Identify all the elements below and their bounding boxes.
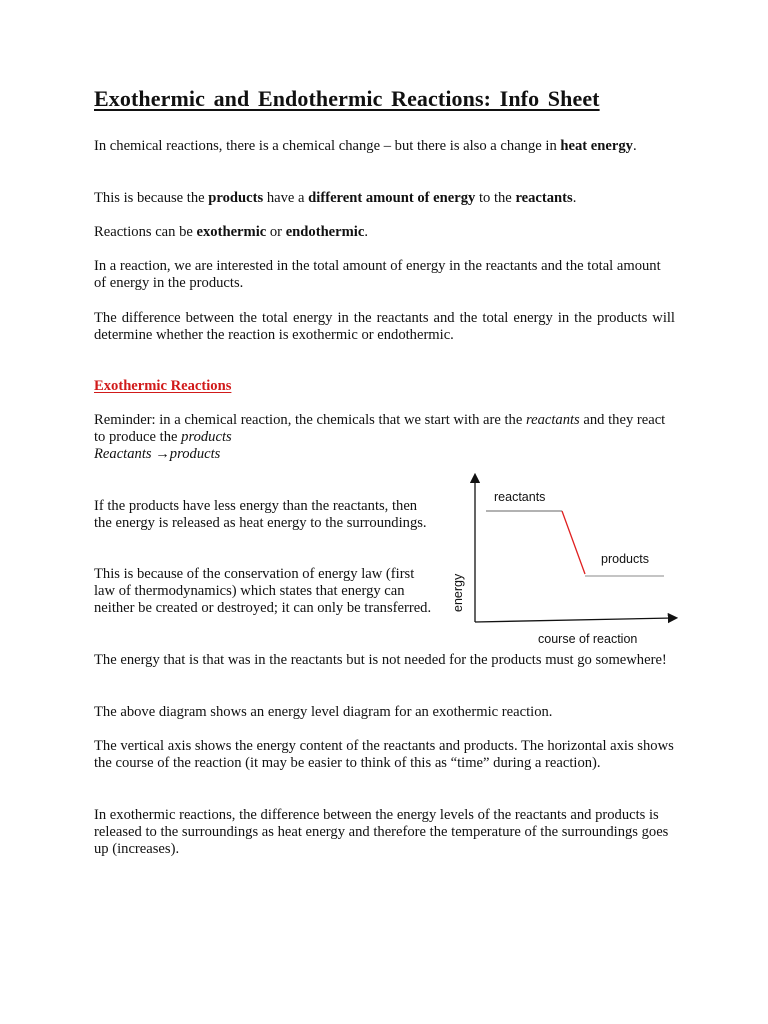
- text-run: .: [364, 224, 368, 240]
- intro-paragraph-4: In a reaction, we are interested in the total amount of energy in the reactants and the total amount of energy in the products.: [94, 258, 661, 291]
- intro-paragraph-1: [94, 138, 675, 155]
- axes-paragraph: The vertical axis shows the energy content of the reactants and products. The horizontal axis shows the course of the reaction (it may be easier to think of this as “time” during a reaction).: [94, 738, 674, 771]
- summary-paragraph: In exothermic reactions, the difference between the energy levels of the reactants and products is released to the surroundings as heat energy and therefore the temperature of the surroundings goes up (increases).: [94, 807, 669, 857]
- bold-text: different amount of energy: [308, 190, 476, 206]
- x-axis: [475, 618, 673, 622]
- text-run: have a: [263, 190, 309, 206]
- text-run: and they react to produce the: [94, 412, 666, 445]
- italic-text: reactants: [525, 412, 580, 428]
- page-title: Exothermic and Endothermic Reactions: Info Sheet: [94, 86, 600, 111]
- text-run: .: [632, 138, 637, 154]
- section-heading: Exothermic Reactions: [94, 378, 232, 394]
- bold-text: reactants: [515, 190, 573, 206]
- text-run: Reactions can be: [94, 224, 197, 240]
- text-run: In chemical reactions, there is a chemical change – but there is also a change in: [94, 138, 561, 154]
- reminder-paragraph: [94, 412, 675, 463]
- bold-text: heat energy: [560, 138, 633, 154]
- intro-paragraph-2: [94, 190, 675, 207]
- y-axis-label: energy: [451, 573, 465, 612]
- reactants-label: reactants: [494, 490, 546, 504]
- somewhere-paragraph: The energy that is that was in the reactants but is not needed for the products must go somewhere!: [94, 652, 667, 668]
- equation-products: products: [169, 446, 221, 462]
- bold-text: endothermic: [285, 224, 365, 240]
- text-run: This is because the: [94, 190, 209, 206]
- x-axis-label: course of reaction: [538, 632, 638, 646]
- text-run: or: [266, 224, 286, 240]
- diagram-description-paragraph: The above diagram shows an energy level diagram for an exothermic reaction.: [94, 704, 553, 720]
- bold-text: exothermic: [196, 224, 267, 240]
- text-run: to the: [475, 190, 516, 206]
- energy-drop-line: [562, 511, 585, 574]
- bold-text: products: [208, 190, 264, 206]
- release-paragraph: If the products have less energy than the reactants, then the energy is released as heat energy to the surroundings.: [94, 498, 427, 531]
- equation-reactants: Reactants: [94, 446, 156, 462]
- intro-paragraph-5: The difference between the total energy in the reactants and the total energy in the products will determine whether the reaction is exothermic or endothermic.: [94, 310, 675, 343]
- intro-paragraph-3: [94, 224, 675, 241]
- arrow-icon: →: [155, 446, 170, 462]
- products-label: products: [601, 552, 649, 566]
- energy-level-diagram: [440, 470, 680, 650]
- italic-text: products: [181, 429, 232, 445]
- conservation-paragraph: This is because of the conservation of energy law (first law of thermodynamics) which states that energy can neither be created or destroyed; it can only be transferred.: [94, 566, 432, 616]
- text-run: .: [572, 190, 577, 206]
- text-run: Reminder: in a chemical reaction, the chemicals that we start with are the: [94, 412, 526, 428]
